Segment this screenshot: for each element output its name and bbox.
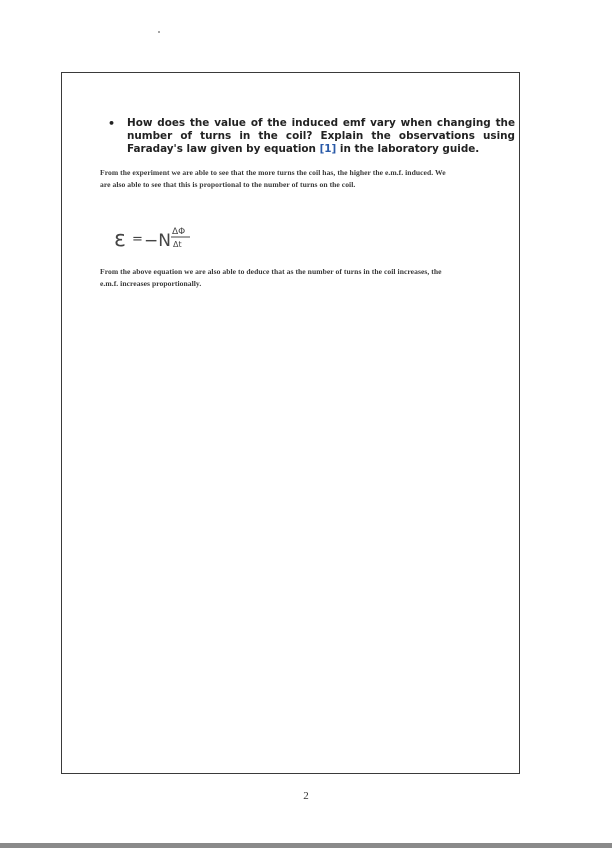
question-text-main: How does the value of the induced emf vary when changing the number of turns in the coil? Explain the observations using Faraday's law given by equation — [127, 117, 515, 155]
neg-n-symbol: −N — [144, 231, 171, 251]
viewer-bottom-bar — [0, 843, 612, 848]
question-item — [108, 117, 515, 156]
citation-link[interactable]: [1] — [319, 143, 337, 155]
answer-paragraph-1: From the experiment we are able to see that the more turns the coil has, the higher the e.m.f. induced. We are also able to see that this is proportional to the number of turns on the coil. — [100, 168, 446, 189]
faraday-equation — [112, 222, 202, 254]
bullet-icon: • — [108, 117, 116, 130]
answer-paragraph-2: From the above equation we are also able to deduce that as the number of turns in the coil increases, the e.m.f. increases proportionally. — [100, 267, 442, 288]
emf-symbol: ε — [114, 227, 126, 252]
flux-numerator: ΔΦ — [172, 227, 186, 237]
question-text — [127, 117, 515, 156]
page-number: 2 — [303, 790, 309, 802]
question-text-tail: in the laboratory guide. — [336, 143, 480, 155]
time-denominator: Δt — [173, 240, 182, 249]
equals-sign: = — [132, 232, 143, 247]
scan-speck — [158, 31, 160, 33]
